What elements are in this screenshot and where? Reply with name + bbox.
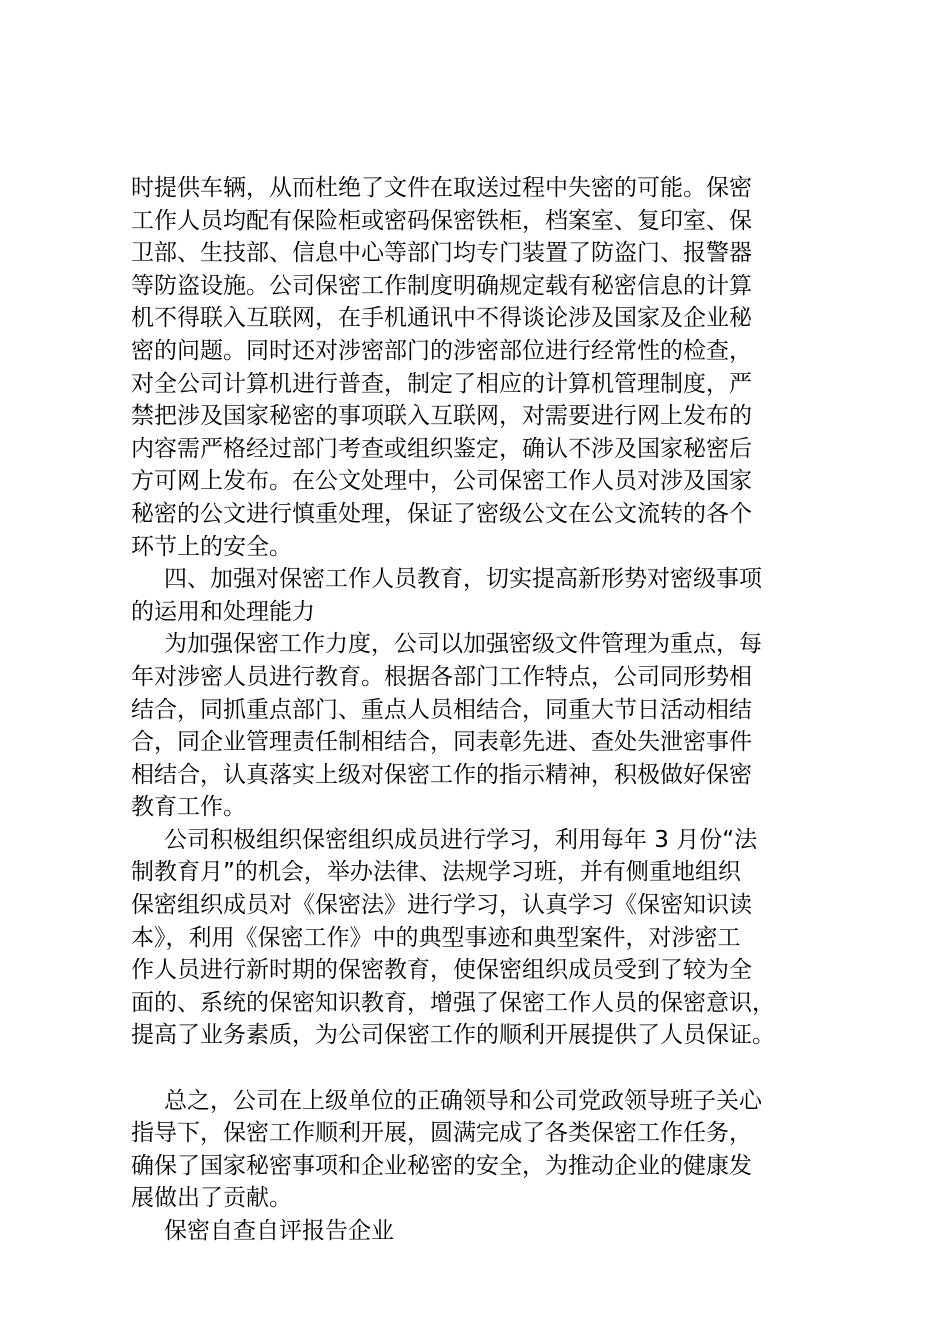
text-line: 面的、系统的保密知识教育，增强了保密工作人员的保密意识， [131, 989, 775, 1016]
text-line: 公司积极组织保密组织成员进行学习，利用每年 3 月份“法 [164, 826, 758, 853]
text-line: 本》，利用《保密工作》中的典型事迹和典型案件，对涉密工 [131, 924, 741, 951]
text-line: 密的问题。同时还对涉密部门的涉密部位进行经常性的检查， [131, 337, 752, 364]
section-heading-line: 的运用和处理能力 [131, 598, 315, 625]
text-line: 保密组织成员对《保密法》进行学习，认真学习《保密知识读 [131, 892, 752, 919]
text-line: 禁把涉及国家秘密的事项联入互联网，对需要进行网上发布的 [131, 403, 752, 430]
document-title-line: 保密自查自评报告企业 [164, 1218, 394, 1244]
text-line: 作人员进行新时期的保密教育，使保密组织成员受到了较为全 [131, 957, 752, 984]
text-line: 工作人员均配有保险柜或密码保密铁柜，档案室、复印室、保 [131, 207, 752, 234]
text-line: 总之，公司在上级单位的正确领导和公司党政领导班子关心 [164, 1087, 762, 1114]
text-line: 展做出了贡献。 [131, 1185, 292, 1212]
text-line: 提高了业务素质，为公司保密工作的顺利开展提供了人员保证。 [131, 1022, 775, 1049]
text-line: 等防盗设施。公司保密工作制度明确规定载有秘密信息的计算 [131, 272, 752, 299]
document-body [131, 172, 831, 1248]
text-line: 指导下，保密工作顺利开展，圆满完成了各类保密工作任务， [131, 1120, 752, 1147]
text-line: 机不得联入互联网，在手机通讯中不得谈论涉及国家及企业秘 [131, 305, 752, 332]
section-heading-line: 四、加强对保密工作人员教育，切实提高新形势对密级事项 [164, 566, 762, 593]
text-line: 制教育月”的机会，举办法律、法规学习班，并有侧重地组织 [131, 859, 741, 886]
paragraph-gap [131, 1052, 831, 1085]
text-line: 相结合，认真落实上级对保密工作的指示精神，积极做好保密 [131, 761, 752, 788]
text-line: 年对涉密人员进行教育。根据各部门工作特点，公司同形势相 [131, 663, 752, 690]
text-line: 时提供车辆，从而杜绝了文件在取送过程中失密的可能。保密 [131, 175, 752, 201]
text-line: 环节上的安全。 [131, 533, 292, 560]
text-line: 教育工作。 [131, 794, 246, 821]
text-line: 为加强保密工作力度，公司以加强密级文件管理为重点，每 [164, 631, 762, 658]
text-line: 结合，同抓重点部门、重点人员相结合，同重大节日活动相结 [131, 696, 752, 723]
text-line: 确保了国家秘密事项和企业秘密的安全，为推动企业的健康发 [131, 1152, 752, 1179]
text-line: 内容需严格经过部门考查或组织鉴定，确认不涉及国家秘密后 [131, 435, 752, 462]
text-line: 卫部、生技部、信息中心等部门均专门装置了防盗门、报警器 [131, 240, 752, 267]
text-line: 秘密的公文进行慎重处理，保证了密级公文在公文流转的各个 [131, 500, 752, 527]
text-line: 方可网上发布。在公文处理中，公司保密工作人员对涉及国家 [131, 468, 752, 495]
text-line: 合，同企业管理责任制相结合，同表彰先进、查处失泄密事件 [131, 729, 752, 756]
text-line: 对全公司计算机进行普查，制定了相应的计算机管理制度，严 [131, 370, 752, 397]
